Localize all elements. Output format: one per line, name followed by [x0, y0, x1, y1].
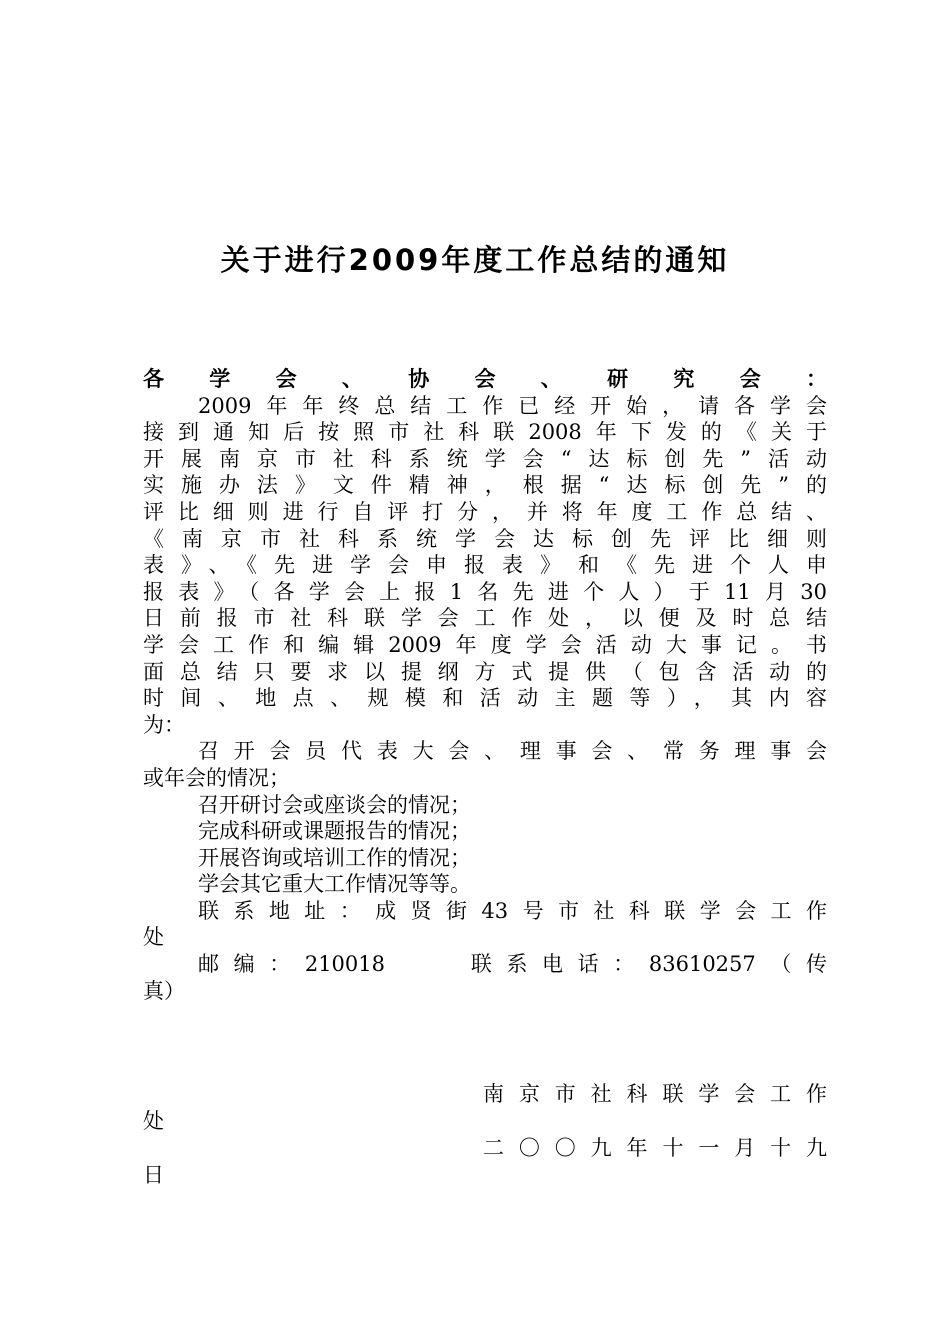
paragraph-line: 为：	[143, 712, 185, 737]
signature-org-line: 南京市社科联学会工作	[483, 1082, 827, 1106]
paragraph-line: 《南京市社科系统学会达标创先评比细则	[143, 526, 827, 551]
paragraph-line: 接到通知后按照市社科联2008年下发的《关于	[143, 420, 827, 445]
signature-org-line: 处	[143, 1108, 164, 1133]
list-item: 召开研讨会或座谈会的情况；	[198, 792, 471, 817]
page-title: 关于进行2009年度工作总结的通知	[220, 243, 730, 277]
list-item: 召开会员代表大会、理事会、常务理事会	[198, 739, 827, 764]
signature-date	[143, 1135, 827, 1188]
paragraph-line: 评比细则进行自评打分，并将年度工作总结、	[143, 499, 827, 524]
paragraph-line: 日前报市社科联学会工作处，以便及时总结	[143, 606, 827, 631]
greeting: 各学会、协会、研究会：	[143, 366, 827, 391]
paragraph-line: 面总结只要求以提纲方式提供（包含活动的	[143, 659, 827, 684]
contact-phone: 邮编：210018 联系电话：83610257（传	[198, 952, 827, 977]
list-item: 完成科研或课题报告的情况；	[198, 819, 471, 844]
paragraph-line: 表》、《先进学会申报表》和《先进个人申	[143, 553, 827, 578]
contact-phone-continuation: 真）	[143, 978, 185, 1003]
paragraph-line: 开展南京市社科系统学会“达标创先”活动	[143, 446, 827, 471]
list-item-continuation: 或年会的情况；	[143, 765, 290, 790]
signature-date-line: 日	[143, 1162, 164, 1187]
paragraph-line: 时间、地点、规模和活动主题等），其内容	[143, 686, 827, 711]
paragraph-line: 学会工作和编辑2009年度学会活动大事记。书	[143, 632, 827, 657]
notice-body	[143, 366, 827, 1004]
signature-date-line: 二〇〇九年十一月十九	[483, 1136, 827, 1160]
list-item: 学会其它重大工作情况等等。	[198, 872, 471, 897]
contact-address: 联系地址：成贤街43号市社科联学会工作	[198, 898, 827, 923]
paragraph-line: 2009年年终总结工作已经开始，请各学会	[198, 393, 827, 418]
signature-organization	[143, 1081, 827, 1134]
paragraph-line: 实施办法》文件精神，根据“达标创先”的	[143, 473, 827, 498]
contact-address-continuation: 处	[143, 925, 164, 950]
list-item: 开展咨询或培训工作的情况；	[198, 845, 471, 870]
paragraph-line: 报表》（各学会上报1名先进个人）于11月30	[143, 579, 827, 604]
